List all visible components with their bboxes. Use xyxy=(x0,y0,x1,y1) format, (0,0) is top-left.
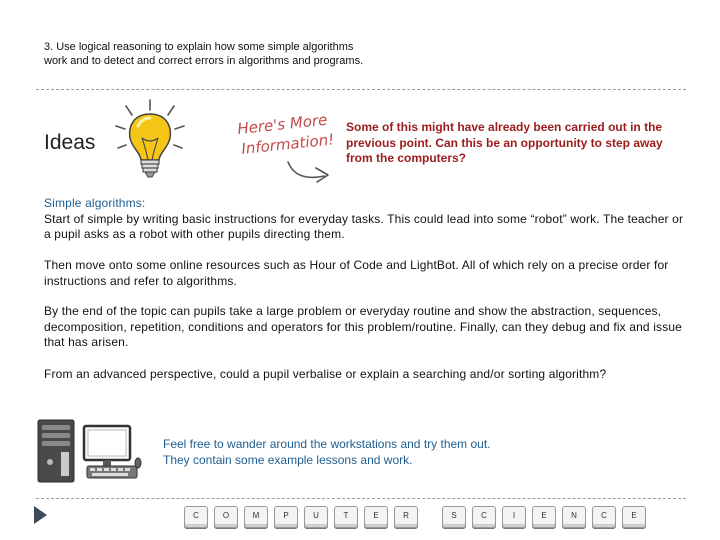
key-r: R xyxy=(394,506,418,528)
simple-algorithms-text: Start of simple by writing basic instructions for everyday tasks. This could lead into some “robot” work. The teacher or a pupil asks as a robot with other pupils directing them. xyxy=(44,211,684,241)
simple-algorithms-title: Simple algorithms: xyxy=(44,196,146,210)
key-c: C xyxy=(184,506,208,528)
advanced-perspective-paragraph: From an advanced perspective, could a pupil verbalise or explain a searching and/or sorting algorithm? xyxy=(44,367,607,381)
top-divider xyxy=(36,89,686,90)
objective-heading xyxy=(44,40,464,68)
key-u: U xyxy=(304,506,328,528)
handwritten-line-2: Information! xyxy=(240,130,336,158)
simple-algorithms-section xyxy=(44,196,684,243)
key-p: P xyxy=(274,506,298,528)
desktop-computer-icon xyxy=(34,418,146,486)
key-c2: C xyxy=(472,506,496,528)
key-e3: E xyxy=(622,506,646,528)
lightbulb-icon xyxy=(112,98,188,186)
key-t: T xyxy=(334,506,358,528)
key-e2: E xyxy=(532,506,556,528)
previous-point-note: Some of this might have already been carried out in the previous point. Can this be an opportunity to step away from the computers? xyxy=(346,120,663,165)
heading-line-2: work and to detect and correct errors in algorithms and programs. xyxy=(44,55,364,67)
key-n: N xyxy=(562,506,586,528)
bottom-divider xyxy=(36,498,686,499)
key-i: I xyxy=(502,506,526,528)
key-o: O xyxy=(214,506,238,528)
workstations-note xyxy=(163,437,583,468)
heres-more-information-icon xyxy=(232,108,344,188)
ideas-label: Ideas xyxy=(44,131,96,154)
workstations-note-line-2: They contain some example lessons and work. xyxy=(163,452,413,467)
handwritten-line-1: Here's More xyxy=(236,110,329,138)
key-c3: C xyxy=(592,506,616,528)
key-e: E xyxy=(364,506,388,528)
workstations-note-line-1: Feel free to wander around the workstations and try them out. xyxy=(163,437,491,451)
key-s: S xyxy=(442,506,466,528)
key-m: M xyxy=(244,506,268,528)
end-of-topic-paragraph: By the end of the topic can pupils take a large problem or everyday routine and show the abstraction, sequences, decomposition, repetition, conditions and operators for this problem/routine. Finally, can they debug and fix and issue that has arisen. xyxy=(44,304,682,349)
play-arrow-icon[interactable] xyxy=(34,506,47,524)
heading-line-1: 3. Use logical reasoning to explain how some simple algorithms xyxy=(44,41,354,53)
online-resources-paragraph: Then move onto some online resources such as Hour of Code and LightBot. All of which rely on a precise order for instructions and refer to algorithms. xyxy=(44,258,669,288)
